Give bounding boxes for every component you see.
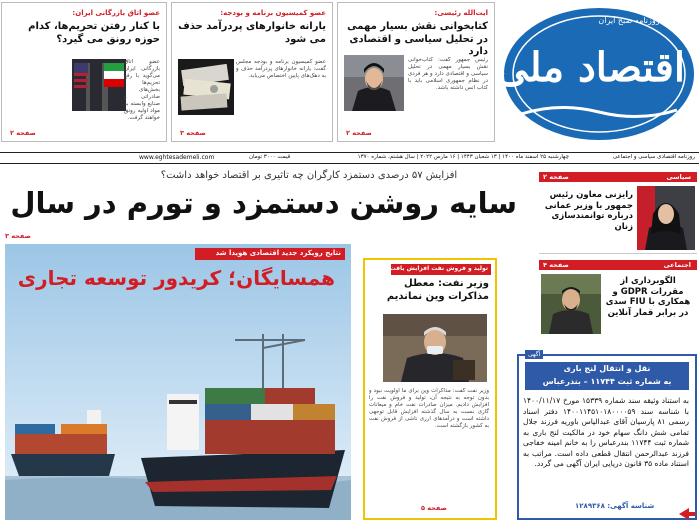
section-label: اجتماعی [664,261,692,269]
sidebar-social[interactable] [540,260,698,342]
section-bar [540,260,698,270]
section-bar [540,172,698,182]
teaser-body: رئیس جمهور گفت: کتاب‌خوانی نقش بسیار مهمی در تحلیل سیاسی و اقتصادی دارد و هر فردی در نظام جمهوری اسلامی باید با کتاب انس داشته باشد. [409,57,489,91]
dateline-paper-type: روزنامه اقتصادی سیاسی و اجتماعی [613,154,696,160]
interview-kicker-bar [392,264,492,275]
teaser-kicker: عضو اتاق بازرگانی ایران: [73,9,161,17]
feature-kicker: نتایج رویکرد جدید اقتصادی هویدا شد [216,249,342,257]
notice-id: شناسه آگهی: ۱۲۸۹۳۶۸ [576,502,656,510]
interview-body: وزیر نفت گفت: مذاکرات وین برای ما اولویت نبود و بدون توجه به نتیجه آن، تولید و فروش نفت را افزایش دادیم. میزان صادرات نفت خام و میعانات گازی نسبت به سال گذشته افزایش قابل توجهی داشته است و درآمدهای ارزی ناشی از فروش نفت به کشور بازگشته است. [370,388,490,429]
feature-kicker-bar [196,248,346,260]
teaser-sanctions[interactable] [2,2,168,142]
lead-headline[interactable]: سایه روشن دستمزد و تورم در سال [11,186,518,220]
feature-headline[interactable]: همسایگان؛ کریدور توسعه تجاری [18,266,336,290]
flags-photo [73,59,127,111]
teaser-raisi[interactable] [338,2,496,142]
interview-box[interactable] [364,258,498,520]
sidebar-headline: الگوبرداری از مقررات GDPR و همکاری با FIU سدی در برابر قمار آنلاین [606,276,692,318]
teaser-page[interactable]: صفحه ۲ [11,129,37,137]
oil-minister-photo [384,314,488,382]
dateline-price: قیمت ۳۰۰۰ تومان [250,154,292,160]
section-page: صفحه ۲ [544,173,570,181]
interview-page[interactable]: صفحه ۵ [422,504,448,512]
interview-headline: وزیر نفت: معطل مذاکرات وین نماندیم [387,278,490,302]
teaser-body-overflow [9,59,69,121]
notice-title-bar [526,362,690,390]
banknotes-photo [179,59,235,115]
teaser-kicker: عضو کمیسیون برنامه و بودجه: [221,9,327,17]
dateline-website[interactable]: www.eghtesademeli.com [140,154,216,161]
notice-title-1: نقل و انتقال لنج باری [564,364,652,373]
politics-photo [638,186,696,250]
notice-tag: آگهی [526,350,544,359]
masthead-title: اقتصاد ملی [497,44,686,91]
lead-page[interactable]: صفحه ۳ [6,232,32,240]
section-page: صفحه ۴ [544,261,570,269]
red-arrow-icon [678,506,698,522]
masthead [497,2,700,147]
teaser-headline: با کنار رفتن تحریم‌ها، کدام حوزه رونق می گیرد؟ [29,21,161,45]
section-label: سیاسی [667,173,692,181]
notice-title-2: به شماره ثبت ۱۱۷۴۴ – بندرعباس [543,377,673,386]
interview-kicker: تولید و فروش نفت افزایش یافت [390,265,489,272]
teaser-kicker: آیت‌الله رئیسی: [435,9,489,17]
dateline-date: چهارشنبه ۲۵ اسفند ماه ۱۴۰۰ | ۱۳ شعبان ۱۴۴۳ | ۱۶ مارس ۲۰۲۲ | سال هشتم، شماره ۱۳۷۰ [358,154,570,160]
teaser-headline: کتابخوانی نقش بسیار مهمی در تحلیل سیاسی و اقتصادی دارد [348,21,489,57]
masthead-tagline: روزنامه صبح ایران [599,16,661,25]
social-photo [542,274,602,334]
teaser-page[interactable]: صفحه ۲ [347,129,373,137]
teaser-subsidy[interactable] [172,2,334,142]
feature-box[interactable] [6,244,352,520]
teaser-headline: یارانه خانوارهای پردرآمد حذف می شود [179,21,327,45]
teaser-body: عضو کمیسیون برنامه و بودجه مجلس گفت: یارانه خانوارهای پردرآمد حذف و به دهک‌های پایین اختصاص می‌یابد. [237,59,327,79]
raisi-photo [345,55,405,111]
notice-box[interactable] [518,351,698,520]
sidebar-politics[interactable] [540,172,698,254]
sea-wave-icon [500,102,700,132]
sidebar-headline: رایزنی معاون رئیس جمهور با وزیر عمانی درباره توانمندسازی زنان [545,190,634,232]
dateline-bar [0,152,700,164]
notice-body: به استناد وثیقه سند شماره ۱۵۳۳۹ مورخ ۱۴۰۰/۱۱/۱۷ با شناسه سند ۱۴۰۰۱۱۴۵۱۰۱۸۰۰۰۰۵۹ دفتر اسناد رسمی ۸۱ پارسیان آقای عبدالیاس باوریه فرزند جلال تمامی شش دانگ سهام خود در مالکیت لنج باری به شماره ثبت ۱۱۷۴۴ بندرعباس را به خانم امینه خفاجی فرزند عبدالرحمن انتقال قطعی داده است. مراتب به استناد ماده ۳۵ قانون دریایی ایران آگهی می گردد. [524,396,690,468]
lead-kicker: افزایش ۵۷ درصدی دستمزد کارگران چه تاثیری بر اقتصاد خواهد داشت؟ [161,170,459,181]
teaser-body: عضو اتاق بازرگانی ایران می‌گوید با رفع تحریم‌ها بخش‌های صادراتی و صنایع وابسته به مواد اولیه رونق خواهند گرفت. [125,59,161,121]
teaser-page[interactable]: صفحه ۳ [181,129,207,137]
